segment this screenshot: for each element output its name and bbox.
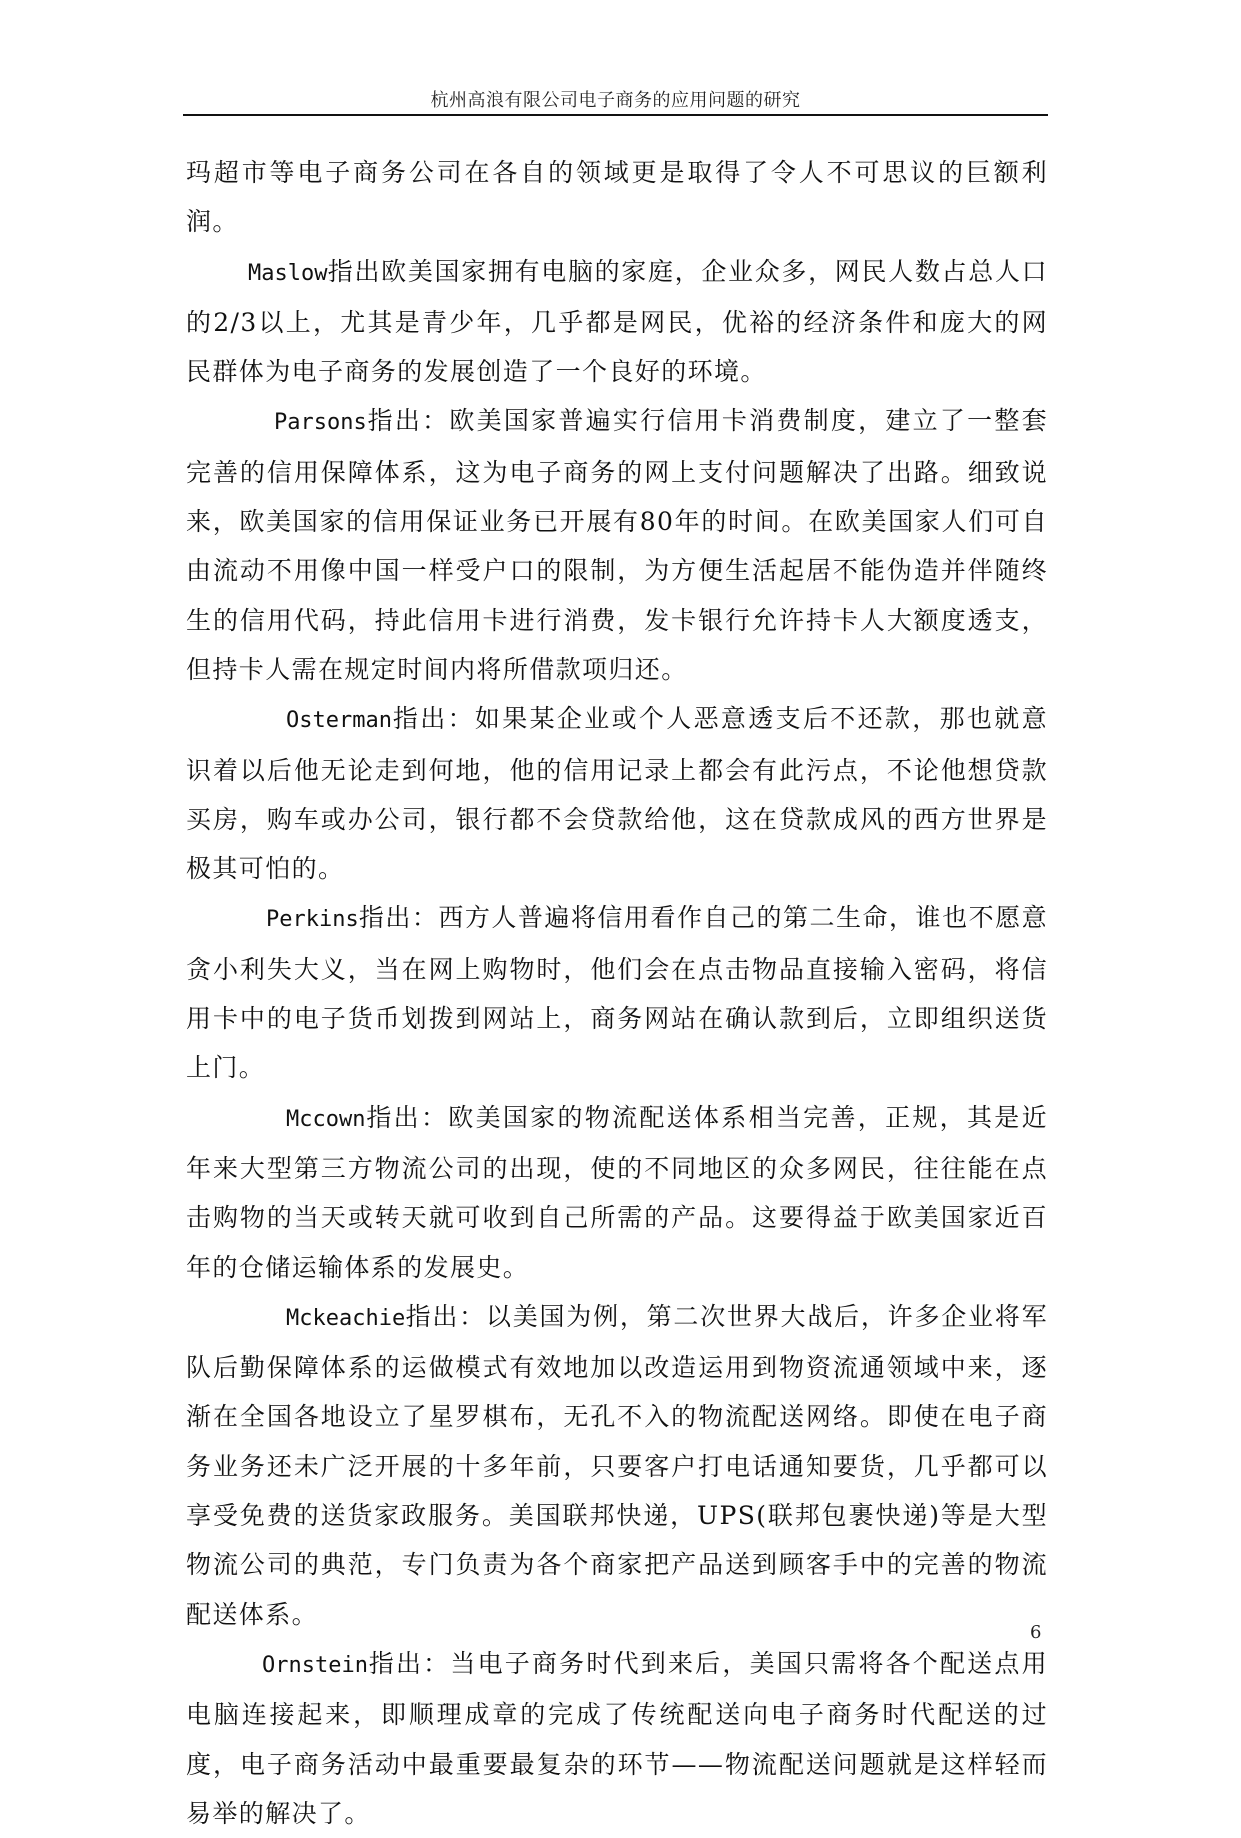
author-name: Parsons: [274, 410, 367, 436]
paragraph-text: 指出：欧美国家的物流配送体系相当完善，正规，其是近年来大型第三方物流公司的出现，使的不同地区的众多网民，往往能在点击购物的当天或转天就可收到自己所需的产品。这要得益于欧美国家近百年的仓储运输体系的发展史。: [186, 1102, 1048, 1282]
page-number: 6: [1030, 1622, 1042, 1643]
paragraph-text: 指出：如果某企业或个人恶意透支后不还款，那也就意识着以后他无论走到何地，他的信用记录上都会有此污点，不论他想贷款买房，购车或办公司，银行都不会贷款给他，这在贷款成风的西方世界是极其可怕的。: [186, 704, 1048, 884]
paragraph-text: 指出：欧美国家普遍实行信用卡消费制度，建立了一整套完善的信用保障体系，这为电子商务的网上支付问题解决了出路。细致说来，欧美国家的信用保证业务已开展有80年的时间。在欧美国家人们可自由流动不用像中国一样受户口的限制，为方便生活起居不能伪造并伴随终生的信用代码，持此信用卡进行消费，发卡银行允许持卡人大额度透支，但持卡人需在规定时间内将所借款项归还。: [186, 406, 1048, 684]
paragraph-maslow: [186, 247, 1048, 397]
paragraph-text: 玛超市等电子商务公司在各自的领域更是取得了令人不可思议的巨额利润。: [186, 158, 1048, 237]
paragraph-parsons: [186, 396, 1048, 694]
paragraph-text: 指出：以美国为例，第二次世界大战后，许多企业将军队后勤保障体系的运做模式有效地加以改造运用到物资流通领域中来，逐渐在全国各地设立了星罗棋布，无孔不入的物流配送网络。即使在电子商务业务还未广泛开展的十多年前，只要客户打电话通知要货，几乎都可以享受免费的送货家政服务。美国联邦快递，UPS(联邦包裹快递)等是大型物流公司的典范，专门负责为各个商家把产品送到顾客手中的完善的物流配送体系。: [186, 1301, 1048, 1629]
paragraph-ornstein: [186, 1639, 1048, 1838]
header-divider: [183, 114, 1048, 116]
author-name: Mckeachie: [286, 1305, 406, 1331]
body-text: [186, 148, 1048, 1838]
author-name: Ornstein: [262, 1652, 368, 1678]
paragraph-text: 指出：当电子商务时代到来后，美国只需将各个配送点用电脑连接起来，即顺理成章的完成了传统配送向电子商务时代配送的过度，电子商务活动中最重要最复杂的环节——物流配送问题就是这样轻而易举的解决了。: [186, 1648, 1048, 1828]
paragraph-osterman: [186, 694, 1048, 893]
paragraph-continuation: [186, 148, 1048, 247]
paragraph-mccown: [186, 1093, 1048, 1292]
author-name: Osterman: [286, 708, 392, 734]
running-header: 杭州高浪有限公司电子商务的应用问题的研究: [430, 90, 801, 111]
author-name: Maslow: [248, 260, 328, 286]
paragraph-text: 指出：西方人普遍将信用看作自己的第二生命，谁也不愿意贪小利失大义，当在网上购物时，他们会在点击物品直接输入密码，将信用卡中的电子货币划拨到网站上，商务网站在确认款到后，立即组织送货上门。: [186, 903, 1048, 1083]
paragraph-perkins: [186, 893, 1048, 1092]
author-name: Perkins: [266, 907, 359, 933]
paragraph-mckeachie: [186, 1292, 1048, 1639]
paragraph-text: 指出欧美国家拥有电脑的家庭，企业众多，网民人数占总人口的2/3以上，尤其是青少年，几乎都是网民，优裕的经济条件和庞大的网民群体为电子商务的发展创造了一个良好的环境。: [186, 256, 1048, 387]
author-name: Mccown: [286, 1106, 366, 1132]
